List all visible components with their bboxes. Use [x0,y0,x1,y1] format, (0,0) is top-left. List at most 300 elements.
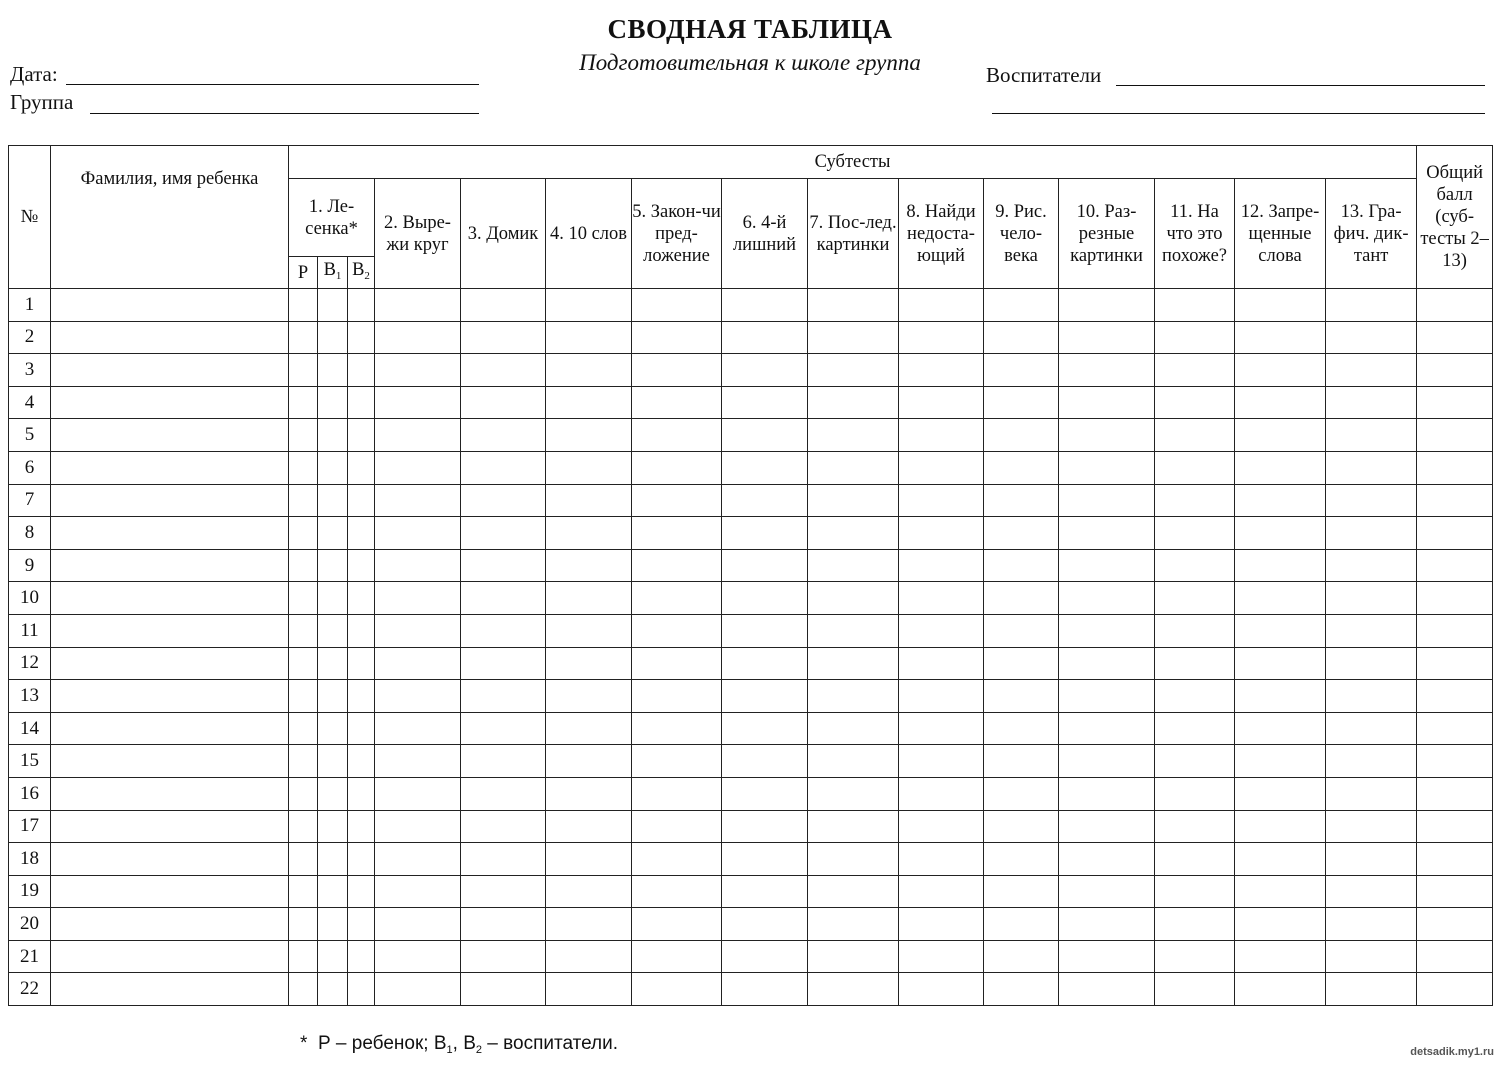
score-cell[interactable] [1235,810,1326,843]
score-cell[interactable] [348,908,375,941]
score-cell[interactable] [722,908,808,941]
score-cell[interactable] [899,289,984,322]
score-cell[interactable] [1326,777,1417,810]
score-cell[interactable] [1059,745,1155,778]
score-cell[interactable] [1326,712,1417,745]
score-cell[interactable] [375,875,461,908]
score-cell[interactable] [1326,386,1417,419]
score-cell[interactable] [984,517,1059,550]
score-cell[interactable] [899,484,984,517]
score-cell[interactable] [984,419,1059,452]
score-cell[interactable] [375,321,461,354]
score-cell[interactable] [984,875,1059,908]
score-cell[interactable] [461,680,546,713]
score-cell[interactable] [1326,289,1417,322]
score-cell[interactable] [348,777,375,810]
score-cell[interactable] [632,940,722,973]
score-cell[interactable] [632,549,722,582]
score-cell[interactable] [461,940,546,973]
score-cell[interactable] [808,777,899,810]
score-cell[interactable] [722,321,808,354]
score-cell[interactable] [1235,517,1326,550]
score-cell[interactable] [1059,777,1155,810]
score-cell[interactable] [289,777,318,810]
score-cell[interactable] [899,843,984,876]
score-cell[interactable] [1235,451,1326,484]
score-cell[interactable] [318,745,348,778]
score-cell[interactable] [984,321,1059,354]
score-cell[interactable] [348,484,375,517]
score-cell[interactable] [348,875,375,908]
score-cell[interactable] [289,810,318,843]
score-cell[interactable] [348,289,375,322]
score-cell[interactable] [632,908,722,941]
score-cell[interactable] [722,354,808,387]
score-cell[interactable] [1059,419,1155,452]
total-cell[interactable] [1417,908,1493,941]
total-cell[interactable] [1417,419,1493,452]
score-cell[interactable] [632,712,722,745]
score-cell[interactable] [1235,386,1326,419]
score-cell[interactable] [289,614,318,647]
score-cell[interactable] [348,582,375,615]
score-cell[interactable] [722,777,808,810]
total-cell[interactable] [1417,680,1493,713]
score-cell[interactable] [1235,354,1326,387]
score-cell[interactable] [289,843,318,876]
score-cell[interactable] [318,810,348,843]
score-cell[interactable] [318,973,348,1006]
score-cell[interactable] [899,517,984,550]
score-cell[interactable] [1059,973,1155,1006]
score-cell[interactable] [1326,582,1417,615]
score-cell[interactable] [808,973,899,1006]
score-cell[interactable] [632,321,722,354]
score-cell[interactable] [375,451,461,484]
total-cell[interactable] [1417,712,1493,745]
score-cell[interactable] [461,777,546,810]
name-cell[interactable] [51,451,289,484]
score-cell[interactable] [546,973,632,1006]
score-cell[interactable] [375,777,461,810]
name-cell[interactable] [51,875,289,908]
score-cell[interactable] [899,386,984,419]
score-cell[interactable] [375,712,461,745]
score-cell[interactable] [1155,354,1235,387]
score-cell[interactable] [289,875,318,908]
score-cell[interactable] [318,614,348,647]
total-cell[interactable] [1417,321,1493,354]
score-cell[interactable] [722,419,808,452]
score-cell[interactable] [375,680,461,713]
score-cell[interactable] [318,386,348,419]
score-cell[interactable] [546,321,632,354]
score-cell[interactable] [984,614,1059,647]
score-cell[interactable] [1235,973,1326,1006]
score-cell[interactable] [722,289,808,322]
score-cell[interactable] [1155,549,1235,582]
score-cell[interactable] [722,484,808,517]
score-cell[interactable] [1059,549,1155,582]
score-cell[interactable] [375,517,461,550]
score-cell[interactable] [1326,419,1417,452]
score-cell[interactable] [984,810,1059,843]
score-cell[interactable] [1235,484,1326,517]
score-cell[interactable] [461,875,546,908]
score-cell[interactable] [546,810,632,843]
score-cell[interactable] [722,745,808,778]
score-cell[interactable] [318,484,348,517]
score-cell[interactable] [318,843,348,876]
score-cell[interactable] [546,289,632,322]
total-cell[interactable] [1417,517,1493,550]
score-cell[interactable] [984,745,1059,778]
score-cell[interactable] [722,582,808,615]
name-cell[interactable] [51,647,289,680]
score-cell[interactable] [984,549,1059,582]
score-cell[interactable] [808,647,899,680]
score-cell[interactable] [1155,973,1235,1006]
total-cell[interactable] [1417,810,1493,843]
score-cell[interactable] [1155,419,1235,452]
total-cell[interactable] [1417,940,1493,973]
score-cell[interactable] [1059,386,1155,419]
score-cell[interactable] [318,517,348,550]
score-cell[interactable] [289,354,318,387]
score-cell[interactable] [632,680,722,713]
score-cell[interactable] [1326,973,1417,1006]
score-cell[interactable] [289,712,318,745]
score-cell[interactable] [722,940,808,973]
score-cell[interactable] [722,549,808,582]
score-cell[interactable] [1155,647,1235,680]
name-cell[interactable] [51,484,289,517]
score-cell[interactable] [1059,712,1155,745]
score-cell[interactable] [348,745,375,778]
score-cell[interactable] [461,712,546,745]
score-cell[interactable] [289,484,318,517]
score-cell[interactable] [318,680,348,713]
score-cell[interactable] [289,647,318,680]
score-cell[interactable] [289,289,318,322]
score-cell[interactable] [461,647,546,680]
score-cell[interactable] [632,745,722,778]
score-cell[interactable] [808,386,899,419]
score-cell[interactable] [318,419,348,452]
score-cell[interactable] [348,843,375,876]
name-cell[interactable] [51,386,289,419]
score-cell[interactable] [546,940,632,973]
score-cell[interactable] [461,973,546,1006]
score-cell[interactable] [546,647,632,680]
score-cell[interactable] [1235,777,1326,810]
score-cell[interactable] [1235,745,1326,778]
score-cell[interactable] [984,451,1059,484]
score-cell[interactable] [1059,484,1155,517]
score-cell[interactable] [461,289,546,322]
score-cell[interactable] [1155,712,1235,745]
score-cell[interactable] [348,940,375,973]
score-cell[interactable] [632,777,722,810]
score-cell[interactable] [546,908,632,941]
score-cell[interactable] [375,908,461,941]
total-cell[interactable] [1417,484,1493,517]
score-cell[interactable] [1326,647,1417,680]
score-cell[interactable] [984,908,1059,941]
score-cell[interactable] [1235,875,1326,908]
score-cell[interactable] [899,419,984,452]
score-cell[interactable] [318,647,348,680]
score-cell[interactable] [1059,517,1155,550]
score-cell[interactable] [808,484,899,517]
score-cell[interactable] [348,810,375,843]
score-cell[interactable] [632,451,722,484]
teachers-field-2[interactable] [992,113,1485,114]
score-cell[interactable] [289,680,318,713]
score-cell[interactable] [289,582,318,615]
score-cell[interactable] [899,940,984,973]
score-cell[interactable] [546,517,632,550]
score-cell[interactable] [348,973,375,1006]
score-cell[interactable] [461,614,546,647]
score-cell[interactable] [348,517,375,550]
name-cell[interactable] [51,419,289,452]
name-cell[interactable] [51,321,289,354]
score-cell[interactable] [1235,647,1326,680]
score-cell[interactable] [348,549,375,582]
score-cell[interactable] [1155,777,1235,810]
score-cell[interactable] [632,810,722,843]
score-cell[interactable] [318,940,348,973]
score-cell[interactable] [984,289,1059,322]
score-cell[interactable] [461,484,546,517]
score-cell[interactable] [808,549,899,582]
score-cell[interactable] [318,289,348,322]
score-cell[interactable] [461,843,546,876]
score-cell[interactable] [1235,712,1326,745]
score-cell[interactable] [984,647,1059,680]
score-cell[interactable] [289,321,318,354]
name-cell[interactable] [51,777,289,810]
score-cell[interactable] [1155,843,1235,876]
score-cell[interactable] [899,745,984,778]
score-cell[interactable] [722,517,808,550]
score-cell[interactable] [348,419,375,452]
score-cell[interactable] [1059,614,1155,647]
score-cell[interactable] [632,973,722,1006]
score-cell[interactable] [1059,908,1155,941]
group-field[interactable] [90,113,479,114]
score-cell[interactable] [375,614,461,647]
score-cell[interactable] [375,386,461,419]
score-cell[interactable] [546,614,632,647]
score-cell[interactable] [632,484,722,517]
score-cell[interactable] [1155,875,1235,908]
score-cell[interactable] [1059,354,1155,387]
score-cell[interactable] [318,451,348,484]
total-cell[interactable] [1417,582,1493,615]
score-cell[interactable] [632,289,722,322]
score-cell[interactable] [984,973,1059,1006]
score-cell[interactable] [1326,517,1417,550]
name-cell[interactable] [51,745,289,778]
score-cell[interactable] [1235,582,1326,615]
score-cell[interactable] [289,386,318,419]
score-cell[interactable] [1326,321,1417,354]
total-cell[interactable] [1417,386,1493,419]
score-cell[interactable] [461,810,546,843]
score-cell[interactable] [1326,614,1417,647]
name-cell[interactable] [51,810,289,843]
name-cell[interactable] [51,354,289,387]
total-cell[interactable] [1417,973,1493,1006]
score-cell[interactable] [808,582,899,615]
total-cell[interactable] [1417,451,1493,484]
score-cell[interactable] [289,517,318,550]
score-cell[interactable] [1059,875,1155,908]
score-cell[interactable] [289,745,318,778]
score-cell[interactable] [808,940,899,973]
score-cell[interactable] [1155,745,1235,778]
score-cell[interactable] [289,419,318,452]
score-cell[interactable] [808,843,899,876]
name-cell[interactable] [51,843,289,876]
score-cell[interactable] [984,680,1059,713]
score-cell[interactable] [899,777,984,810]
name-cell[interactable] [51,517,289,550]
score-cell[interactable] [899,908,984,941]
score-cell[interactable] [984,484,1059,517]
score-cell[interactable] [546,484,632,517]
score-cell[interactable] [808,810,899,843]
score-cell[interactable] [318,549,348,582]
score-cell[interactable] [289,940,318,973]
score-cell[interactable] [808,517,899,550]
score-cell[interactable] [348,386,375,419]
teachers-field-1[interactable] [1116,85,1485,86]
score-cell[interactable] [808,321,899,354]
score-cell[interactable] [348,680,375,713]
score-cell[interactable] [1059,647,1155,680]
score-cell[interactable] [1059,321,1155,354]
score-cell[interactable] [375,549,461,582]
score-cell[interactable] [984,386,1059,419]
score-cell[interactable] [722,810,808,843]
score-cell[interactable] [808,908,899,941]
name-cell[interactable] [51,549,289,582]
score-cell[interactable] [546,354,632,387]
score-cell[interactable] [1326,810,1417,843]
score-cell[interactable] [461,451,546,484]
score-cell[interactable] [546,875,632,908]
score-cell[interactable] [461,745,546,778]
total-cell[interactable] [1417,843,1493,876]
score-cell[interactable] [1235,680,1326,713]
total-cell[interactable] [1417,745,1493,778]
score-cell[interactable] [375,354,461,387]
score-cell[interactable] [1155,908,1235,941]
score-cell[interactable] [1235,321,1326,354]
name-cell[interactable] [51,973,289,1006]
score-cell[interactable] [899,354,984,387]
score-cell[interactable] [808,745,899,778]
score-cell[interactable] [1155,517,1235,550]
score-cell[interactable] [899,614,984,647]
score-cell[interactable] [632,354,722,387]
score-cell[interactable] [461,582,546,615]
score-cell[interactable] [1326,484,1417,517]
score-cell[interactable] [1155,614,1235,647]
score-cell[interactable] [375,582,461,615]
score-cell[interactable] [632,419,722,452]
score-cell[interactable] [632,582,722,615]
total-cell[interactable] [1417,614,1493,647]
score-cell[interactable] [1235,843,1326,876]
score-cell[interactable] [899,712,984,745]
score-cell[interactable] [899,647,984,680]
score-cell[interactable] [318,875,348,908]
score-cell[interactable] [348,614,375,647]
score-cell[interactable] [632,875,722,908]
score-cell[interactable] [808,712,899,745]
score-cell[interactable] [1155,289,1235,322]
score-cell[interactable] [1059,451,1155,484]
score-cell[interactable] [722,386,808,419]
name-cell[interactable] [51,614,289,647]
score-cell[interactable] [546,745,632,778]
score-cell[interactable] [348,354,375,387]
score-cell[interactable] [808,451,899,484]
score-cell[interactable] [318,354,348,387]
score-cell[interactable] [1326,940,1417,973]
score-cell[interactable] [722,875,808,908]
score-cell[interactable] [1155,940,1235,973]
score-cell[interactable] [722,973,808,1006]
score-cell[interactable] [375,289,461,322]
score-cell[interactable] [899,321,984,354]
score-cell[interactable] [632,614,722,647]
score-cell[interactable] [1155,321,1235,354]
score-cell[interactable] [1059,680,1155,713]
score-cell[interactable] [375,745,461,778]
score-cell[interactable] [461,354,546,387]
score-cell[interactable] [1235,419,1326,452]
score-cell[interactable] [1155,810,1235,843]
score-cell[interactable] [984,712,1059,745]
score-cell[interactable] [318,777,348,810]
score-cell[interactable] [1326,843,1417,876]
score-cell[interactable] [632,843,722,876]
score-cell[interactable] [984,582,1059,615]
score-cell[interactable] [546,843,632,876]
name-cell[interactable] [51,940,289,973]
score-cell[interactable] [1235,289,1326,322]
score-cell[interactable] [1235,940,1326,973]
score-cell[interactable] [348,451,375,484]
score-cell[interactable] [546,712,632,745]
score-cell[interactable] [461,321,546,354]
score-cell[interactable] [1326,354,1417,387]
date-field[interactable] [66,84,479,85]
name-cell[interactable] [51,680,289,713]
score-cell[interactable] [318,321,348,354]
score-cell[interactable] [722,712,808,745]
score-cell[interactable] [722,843,808,876]
score-cell[interactable] [1155,582,1235,615]
score-cell[interactable] [1059,289,1155,322]
score-cell[interactable] [546,451,632,484]
score-cell[interactable] [1326,549,1417,582]
